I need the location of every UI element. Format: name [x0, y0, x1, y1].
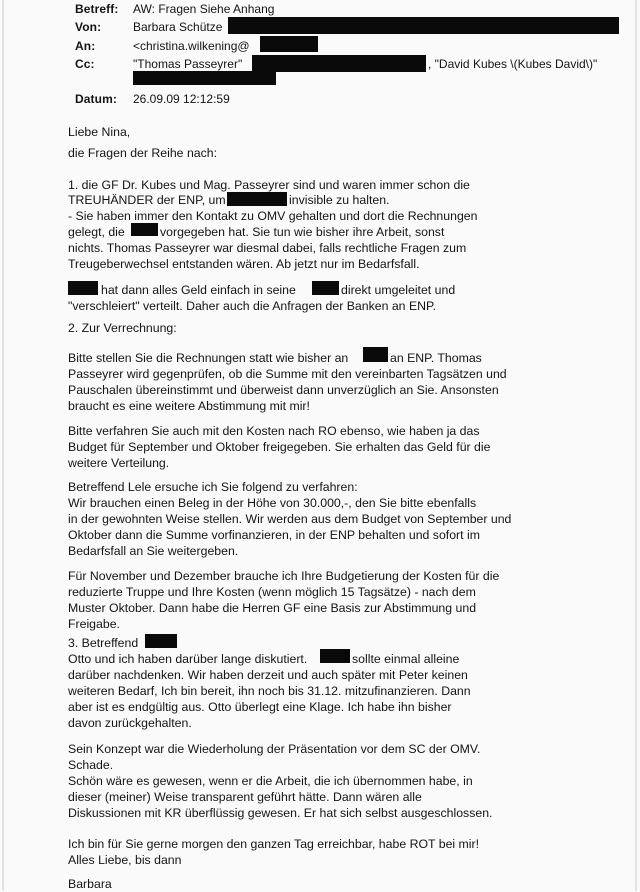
- scan-edge-right: [635, 0, 637, 891]
- redaction-block: [320, 649, 350, 663]
- scan-edge-left: [2, 0, 4, 891]
- body-line: invisible zu halten.: [289, 193, 390, 207]
- section-heading: 2. Zur Verrechnung:: [68, 321, 177, 335]
- body-line: "verschleiert" verteilt. Daher auch die Anfragen der Banken an ENP.: [68, 299, 437, 313]
- body-line: an ENP. Thomas: [390, 351, 482, 365]
- body-line: hat dann alles Geld einfach in seine: [101, 283, 296, 297]
- body-line: Wir brauchen einen Beleg in der Höhe von 30.000,-, den Sie bitte ebenfalls: [68, 496, 477, 510]
- body-line: darüber nachdenken. Wir haben derzeit und auch später mit Peter keinen: [68, 668, 468, 682]
- body-line: Alles Liebe, bis dann: [68, 853, 182, 867]
- body-line: Oktober dann die Summe vorfinanzieren, in der ENP behalten und sofort im: [68, 528, 480, 542]
- body-line: aber ist es endgültig aus. Otto überlegt eine Klage. Ich habe ihn bisher: [68, 700, 452, 714]
- body-line: Bitte verfahren Sie auch mit den Kosten nach RO ebenso, wie haben ja das: [68, 424, 480, 438]
- body-line: Für November und Dezember brauche ich Ihre Budgetierung der Kosten für die: [68, 569, 500, 583]
- body-line: in der gewohnten Weise stellen. Wir werden aus dem Budget von September und: [68, 512, 512, 526]
- body-line: Budget für September und Oktober freigegeben. Sie erhalten das Geld für die: [68, 440, 491, 454]
- body-line: Schön wäre es gewesen, wenn er die Arbeit, die ich übernommen habe, in: [68, 774, 473, 788]
- body-line: weitere Verteilung.: [68, 456, 170, 470]
- body-line: Freigabe.: [68, 617, 120, 631]
- from-value: Barbara Schütze: [133, 20, 223, 34]
- body-line: dieser (meiner) Weise transparent geführt hätte. Dann wären alle: [68, 790, 422, 804]
- body-line: reduzierte Truppe und Ihre Kosten (wenn möglich 15 Tagsätze) - nach dem: [68, 585, 476, 599]
- body-line: TREUHÄNDER der ENP, um: [68, 193, 226, 207]
- redaction-block: [252, 55, 426, 72]
- to-value: <christina.wilkening@: [133, 39, 250, 53]
- body-line: Passeyrer wird gegenprüfen, ob die Summe mit den vereinbarten Tagsätzen und: [68, 367, 507, 381]
- body-line: 3. Betreffend: [68, 636, 139, 650]
- redaction-block: [145, 634, 177, 648]
- body-line: Treugeberwechsel entstanden wären. Ab jetzt nur im Bedarfsfall.: [68, 257, 420, 271]
- body-line: Muster Oktober. Dann habe die Herren GF eine Basis zur Abstimmung und: [68, 601, 477, 615]
- subject-label: Betreff:: [75, 2, 119, 16]
- redaction-block: [260, 36, 318, 52]
- body-line: gelegt, die: [68, 225, 125, 239]
- cc-value-2: , "David Kubes \(Kubes David\)": [428, 57, 598, 71]
- body-line: braucht es eine weitere Abstimmung mit mir!: [68, 399, 310, 413]
- body-line: sollte einmal alleine: [352, 652, 460, 666]
- body-line: Betreffend Lele ersuche ich Sie folgend zu verfahren:: [68, 480, 358, 494]
- redaction-block: [228, 17, 619, 34]
- body-line: weiteren Bedarf, Ich bin bereit, ihn noch bis 31.12. mitzufinanzieren. Dann: [68, 684, 471, 698]
- body-line: Otto und ich haben darüber lange diskutiert.: [68, 652, 308, 666]
- body-line: vorgegeben hat. Sie tun wie bisher ihre Arbeit, sonst: [160, 225, 445, 239]
- cc-label: Cc:: [75, 57, 95, 71]
- body-line: Ich bin für Sie gerne morgen den ganzen Tag erreichbar, habe ROT bei mir!: [68, 837, 480, 851]
- body-line: Schade.: [68, 758, 114, 772]
- body-line: direkt umgeleitet und: [341, 283, 456, 297]
- redaction-block: [227, 192, 287, 206]
- redaction-block: [133, 71, 276, 85]
- body-line: Sein Konzept war die Wiederholung der Präsentation vor dem SC der OMV.: [68, 742, 481, 756]
- redaction-block: [68, 281, 98, 295]
- signature: Barbara: [68, 877, 112, 891]
- intro-line: die Fragen der Reihe nach:: [68, 146, 218, 160]
- redaction-block: [312, 281, 339, 295]
- body-line: nichts. Thomas Passeyrer war diesmal dabei, falls rechtliche Fragen zum: [68, 241, 467, 255]
- body-line: davon zurückgehalten.: [68, 716, 192, 730]
- greeting: Liebe Nina,: [68, 125, 131, 139]
- body-line: - Sie haben immer den Kontakt zu OMV gehalten und dort die Rechnungen: [68, 209, 478, 223]
- body-line: Diskussionen mit KR überflüssig gewesen. Er hat sich selbst ausgeschlossen.: [68, 806, 493, 820]
- date-value: 26.09.09 12:12:59: [133, 92, 230, 106]
- body-line: Pauschalen übereinstimmt und überweist dann unverzüglich an Sie. Ansonsten: [68, 383, 499, 397]
- redaction-block: [363, 347, 388, 362]
- body-line: Bitte stellen Sie die Rechnungen statt wie bisher an: [68, 351, 349, 365]
- date-label: Datum:: [75, 92, 117, 106]
- body-line: Bedarfsfall an Sie weitergeben.: [68, 544, 239, 558]
- from-label: Von:: [75, 20, 102, 34]
- cc-value-1: "Thomas Passeyrer": [133, 57, 243, 71]
- body-line: 1. die GF Dr. Kubes und Mag. Passeyrer sind und waren immer schon die: [68, 178, 470, 192]
- subject-value: AW: Fragen Siehe Anhang: [133, 2, 275, 16]
- to-label: An:: [75, 39, 96, 53]
- redaction-block: [131, 223, 158, 236]
